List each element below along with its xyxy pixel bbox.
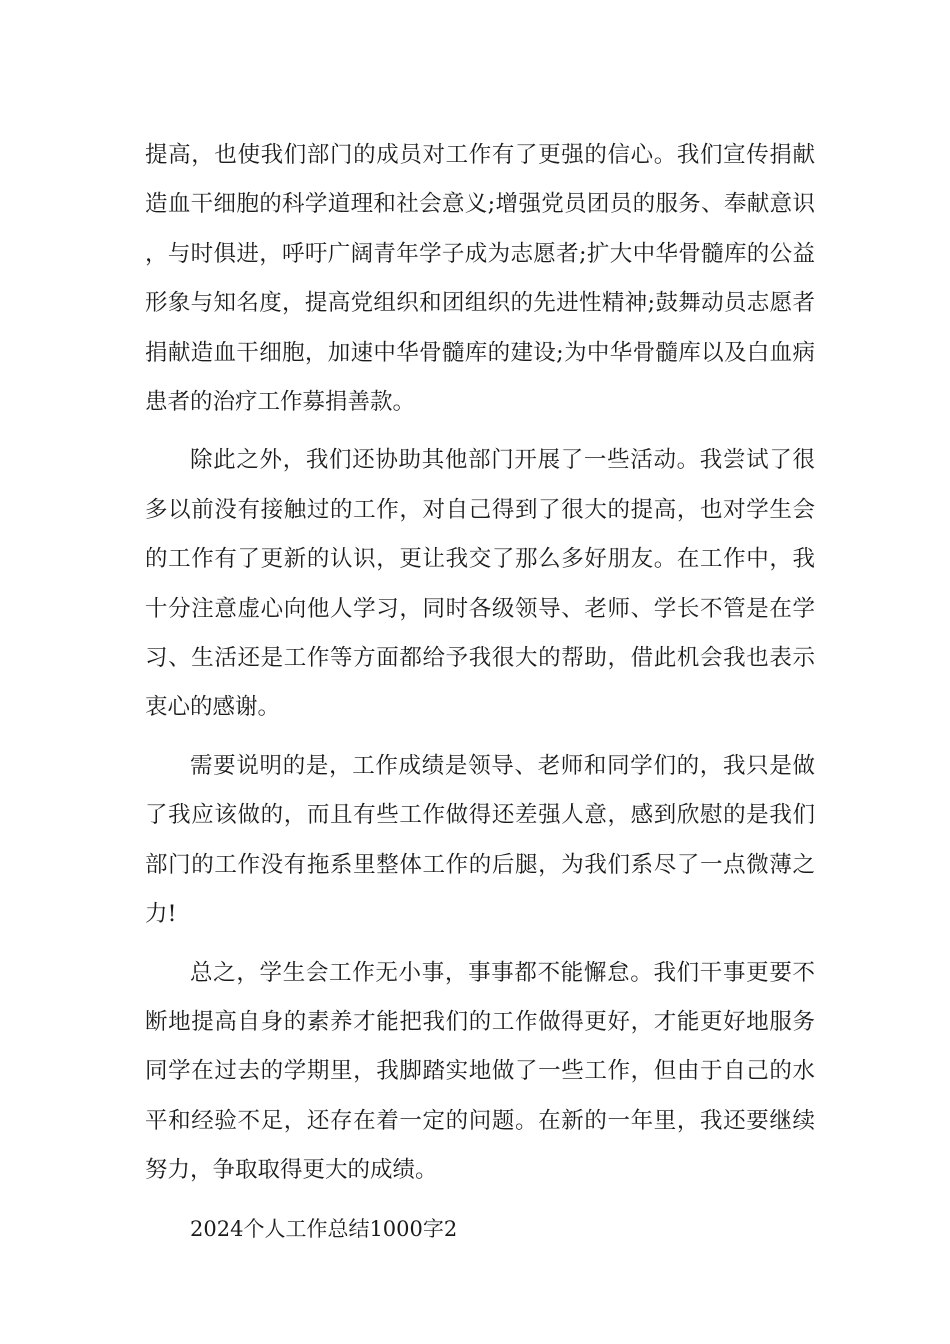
paragraph-achievements-note: 需要说明的是，工作成绩是领导、老师和同学们的，我只是做了我应该做的，而且有些工作做得还差强人意，感到欣慰的是我们部门的工作没有拖系里整体工作的后腿，为我们系尽了一点微薄之力! <box>145 752 815 928</box>
paragraph-continued: 提高，也使我们部门的成员对工作有了更强的信心。我们宣传捐献造血干细胞的科学道理和社会意义;增强党员团员的服务、奉献意识，与时俱进，呼吁广阔青年学子成为志愿者;扩大中华骨髓库的公益形象与知名度，提高党组织和团组织的先进性精神;鼓舞动员志愿者捐献造血干细胞，加速中华骨髓库的建设;为中华骨髓库以及白血病患者的治疗工作募捐善款。 <box>145 142 815 416</box>
document-body <box>145 131 815 1254</box>
paragraph-assisting-other-departments: 除此之外，我们还协助其他部门开展了一些活动。我尝试了很多以前没有接触过的工作，对自己得到了很大的提高，也对学生会的工作有了更新的认识，更让我交了那么多好朋友。在工作中，我十分注意虚心向他人学习，同时各级领导、老师、学长不管是在学习、生活还是工作等方面都给予我很大的帮助，借此机会我也表示衷心的感谢。 <box>145 447 815 721</box>
paragraph-conclusion: 总之，学生会工作无小事，事事都不能懈怠。我们干事更要不断地提高自身的素养才能把我们的工作做得更好，才能更好地服务同学在过去的学期里，我脚踏实地做了一些工作，但由于自己的水平和经验不足，还存在着一定的问题。在新的一年里，我还要继续努力，争取取得更大的成绩。 <box>145 959 815 1184</box>
section-heading: 2024个人工作总结1000字2 <box>190 1216 458 1241</box>
